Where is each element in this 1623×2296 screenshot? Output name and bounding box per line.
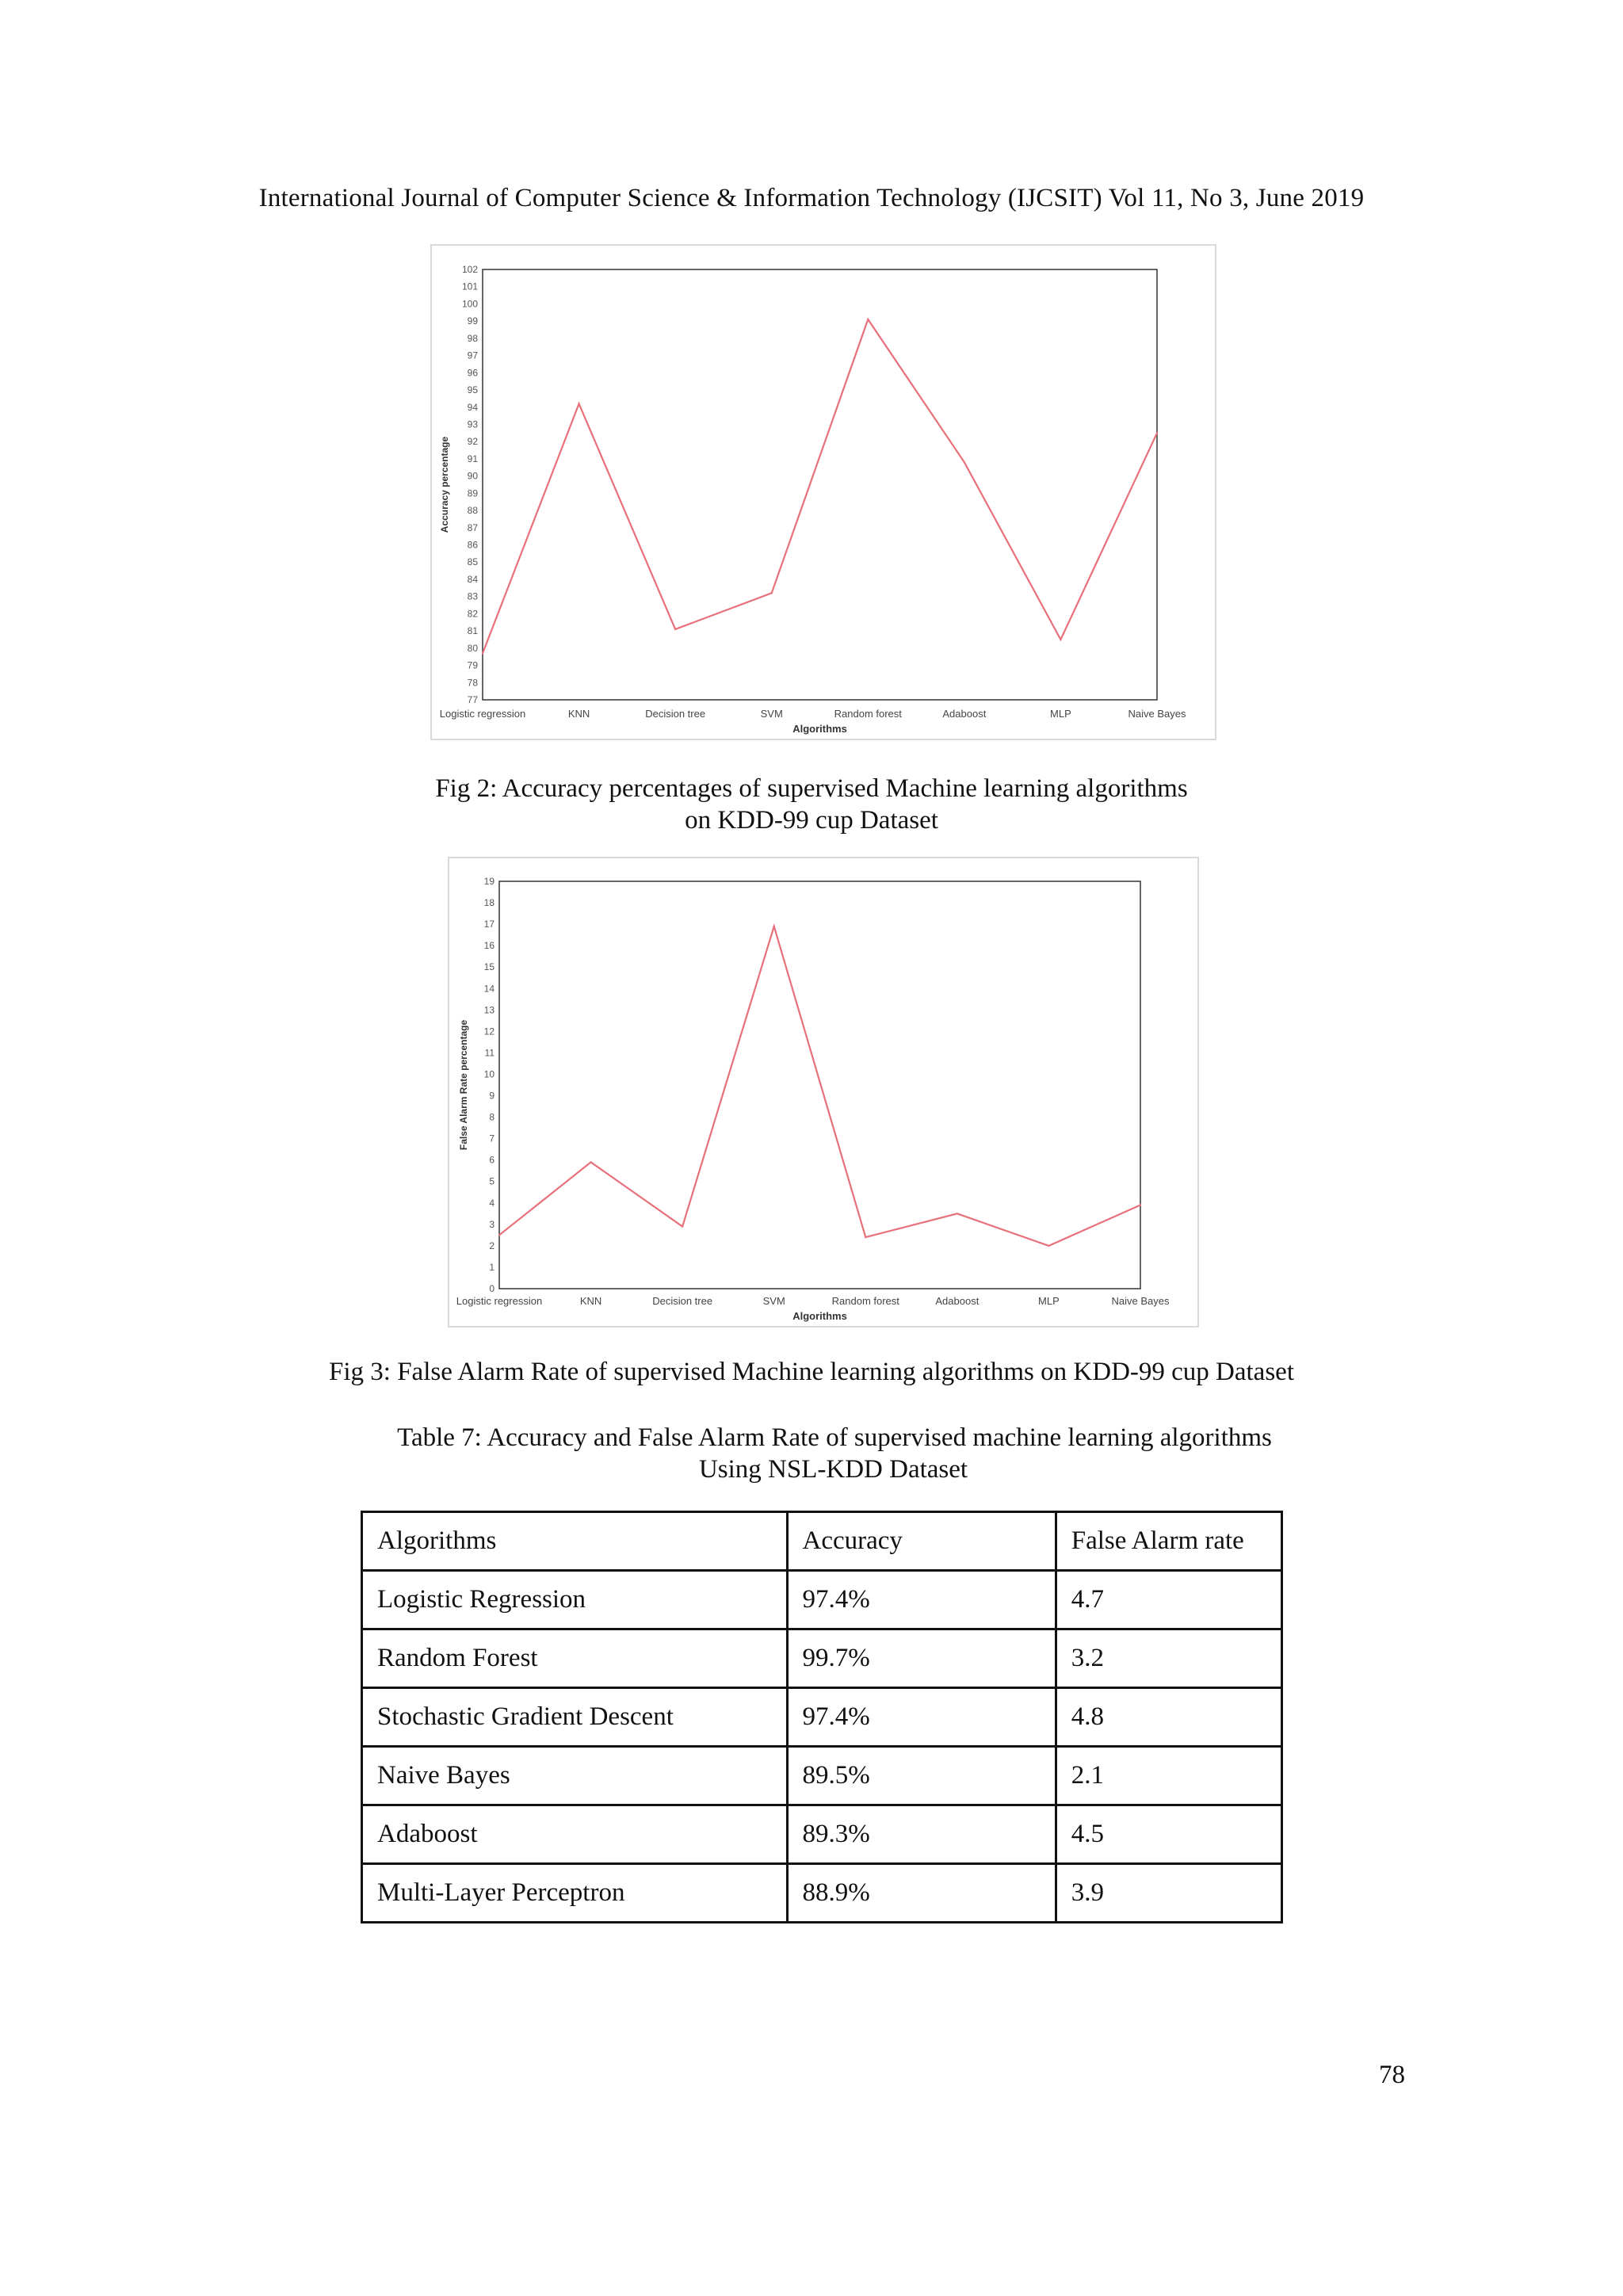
x-tick-label: MLP (1038, 1295, 1060, 1307)
x-tick-label: KNN (579, 1295, 602, 1307)
accuracy-data-point (964, 461, 965, 463)
accuracy-line-chart (432, 246, 1215, 739)
y-tick-label: 11 (484, 1047, 495, 1059)
y-tick-label: 17 (483, 919, 495, 930)
y-tick-label: 80 (467, 642, 478, 654)
figure-accuracy-chart (430, 244, 1216, 740)
table-row (362, 1688, 1282, 1747)
false-alarm-data-point (1048, 1245, 1049, 1247)
x-tick-label: Random forest (834, 708, 902, 720)
accuracy-cell: 89.3% (787, 1805, 1056, 1864)
accuracy-cell: 97.4% (787, 1688, 1056, 1747)
y-tick-label: 86 (467, 539, 478, 551)
table-7-caption (0, 1422, 1623, 1485)
false-alarm-cell: 4.7 (1056, 1571, 1281, 1629)
table-row (362, 1864, 1282, 1923)
accuracy-data-point (771, 592, 773, 594)
y-tick-label: 94 (467, 401, 478, 413)
y-tick-label: 83 (467, 590, 478, 602)
y-tick-label: 88 (467, 505, 478, 517)
algorithm-cell: Random Forest (362, 1629, 788, 1688)
algorithm-cell: Logistic Regression (362, 1571, 788, 1629)
table-7-caption-line-2: Using NSL-KDD Dataset (698, 1455, 968, 1484)
false-alarm-cell: 3.2 (1056, 1629, 1281, 1688)
y-tick-label: 6 (489, 1154, 495, 1166)
y-tick-label: 90 (467, 470, 478, 482)
false-alarm-data-point (682, 1225, 683, 1227)
y-tick-label: 96 (467, 367, 478, 379)
false-alarm-data-point (590, 1161, 591, 1163)
y-tick-label: 10 (483, 1068, 495, 1080)
accuracy-cell: 88.9% (787, 1864, 1056, 1923)
y-tick-label: 2 (489, 1240, 495, 1251)
y-tick-label: 0 (489, 1283, 495, 1294)
y-tick-label: 82 (467, 608, 478, 620)
x-tick-label: Logistic regression (439, 708, 526, 720)
false-alarm-data-point (1140, 1204, 1141, 1205)
x-tick-label: SVM (762, 1295, 785, 1307)
table-header-row (362, 1512, 1282, 1571)
y-tick-label: 3 (489, 1218, 495, 1230)
x-tick-label: Decision tree (652, 1295, 713, 1307)
y-tick-label: 100 (461, 298, 478, 310)
y-axis-label: False Alarm Rate percentage (458, 1019, 469, 1151)
x-axis-label: Algorithms (792, 723, 847, 735)
y-tick-label: 91 (467, 453, 478, 464)
figure-3-caption-line-1: Fig 3: False Alarm Rate of supervised Machine learning algorithms on KDD-99 cup Dataset (329, 1358, 1294, 1386)
y-tick-label: 12 (483, 1026, 495, 1037)
x-tick-label: KNN (567, 708, 590, 720)
accuracy-data-point (867, 319, 869, 320)
algorithm-cell: Adaboost (362, 1805, 788, 1864)
false-alarm-cell: 4.5 (1056, 1805, 1281, 1864)
accuracy-data-point (578, 403, 579, 404)
y-tick-label: 84 (467, 573, 478, 585)
false-alarm-data-point (957, 1213, 958, 1214)
x-tick-label: Adaboost (935, 1295, 980, 1307)
figure-2-caption-line-1: Fig 2: Accuracy percentages of supervised Machine learning algorithms (435, 774, 1188, 803)
false-alarm-cell: 2.1 (1056, 1747, 1281, 1805)
y-tick-label: 92 (467, 436, 478, 448)
x-tick-label: MLP (1050, 708, 1071, 720)
figure-2-caption (0, 773, 1623, 836)
y-tick-label: 77 (467, 694, 478, 705)
accuracy-data-point (1156, 432, 1158, 434)
y-tick-label: 81 (467, 625, 478, 637)
algorithm-cell: Stochastic Gradient Descent (362, 1688, 788, 1747)
accuracy-series-line (483, 319, 1157, 653)
x-axis-label: Algorithms (792, 1310, 847, 1322)
y-tick-label: 15 (483, 961, 495, 973)
results-table (361, 1511, 1283, 1924)
y-tick-label: 78 (467, 677, 478, 689)
y-tick-label: 95 (467, 384, 478, 396)
false-alarm-series-line (499, 926, 1140, 1246)
x-tick-label: Logistic regression (456, 1295, 543, 1307)
header-cell-false-alarm-rate: False Alarm rate (1056, 1512, 1281, 1571)
y-tick-label: 13 (483, 1004, 495, 1016)
y-tick-label: 98 (467, 332, 478, 344)
journal-header: International Journal of Computer Science & Information Technology (IJCSIT) Vol 11, No 3, June 2019 (258, 184, 1365, 212)
y-tick-label: 87 (467, 521, 478, 533)
y-tick-label: 5 (489, 1175, 495, 1187)
false-alarm-cell: 3.9 (1056, 1864, 1281, 1923)
y-tick-label: 99 (467, 315, 478, 327)
y-tick-label: 19 (483, 876, 495, 887)
y-tick-label: 1 (489, 1261, 495, 1273)
x-tick-label: Adaboost (942, 708, 987, 720)
figure-2-caption-line-2: on KDD-99 cup Dataset (685, 806, 938, 835)
y-tick-label: 97 (467, 350, 478, 361)
table-row (362, 1571, 1282, 1629)
figure-false-alarm-chart (448, 857, 1199, 1328)
false-alarm-line-chart (449, 858, 1197, 1326)
y-tick-label: 9 (489, 1090, 495, 1102)
table-row (362, 1805, 1282, 1864)
y-tick-label: 79 (467, 659, 478, 671)
x-tick-label: Decision tree (645, 708, 706, 720)
x-tick-label: Random forest (831, 1295, 899, 1307)
x-tick-label: Naive Bayes (1128, 708, 1186, 720)
y-axis-label: Accuracy percentage (439, 436, 450, 533)
figure-3-caption (0, 1356, 1623, 1388)
y-tick-label: 4 (489, 1197, 495, 1209)
x-tick-label: SVM (760, 708, 783, 720)
false-alarm-data-point (773, 926, 775, 927)
y-tick-label: 7 (489, 1133, 495, 1144)
false-alarm-data-point (498, 1234, 500, 1236)
page-number: 78 (1379, 2061, 1405, 2089)
table-row (362, 1629, 1282, 1688)
accuracy-data-point (674, 628, 676, 630)
y-tick-label: 18 (483, 897, 495, 909)
accuracy-data-point (1060, 639, 1061, 640)
header-cell-algorithms: Algorithms (362, 1512, 788, 1571)
y-tick-label: 14 (483, 983, 495, 995)
y-tick-label: 102 (461, 264, 478, 275)
algorithm-cell: Naive Bayes (362, 1747, 788, 1805)
table-7-caption-line-1: Table 7: Accuracy and False Alarm Rate of supervised machine learning algorithms (397, 1423, 1272, 1452)
accuracy-cell: 97.4% (787, 1571, 1056, 1629)
y-tick-label: 101 (461, 281, 478, 292)
plot-area-border (483, 269, 1157, 700)
y-tick-label: 16 (483, 940, 495, 952)
plot-area-border (499, 881, 1140, 1289)
header-cell-accuracy: Accuracy (787, 1512, 1056, 1571)
y-tick-label: 8 (489, 1111, 495, 1123)
table-row (362, 1747, 1282, 1805)
accuracy-cell: 99.7% (787, 1629, 1056, 1688)
false-alarm-data-point (865, 1236, 866, 1238)
algorithm-cell: Multi-Layer Perceptron (362, 1864, 788, 1923)
accuracy-cell: 89.5% (787, 1747, 1056, 1805)
x-tick-label: Naive Bayes (1111, 1295, 1170, 1307)
y-tick-label: 85 (467, 556, 478, 568)
accuracy-data-point (482, 652, 483, 654)
y-tick-label: 89 (467, 487, 478, 499)
false-alarm-cell: 4.8 (1056, 1688, 1281, 1747)
y-tick-label: 93 (467, 418, 478, 430)
